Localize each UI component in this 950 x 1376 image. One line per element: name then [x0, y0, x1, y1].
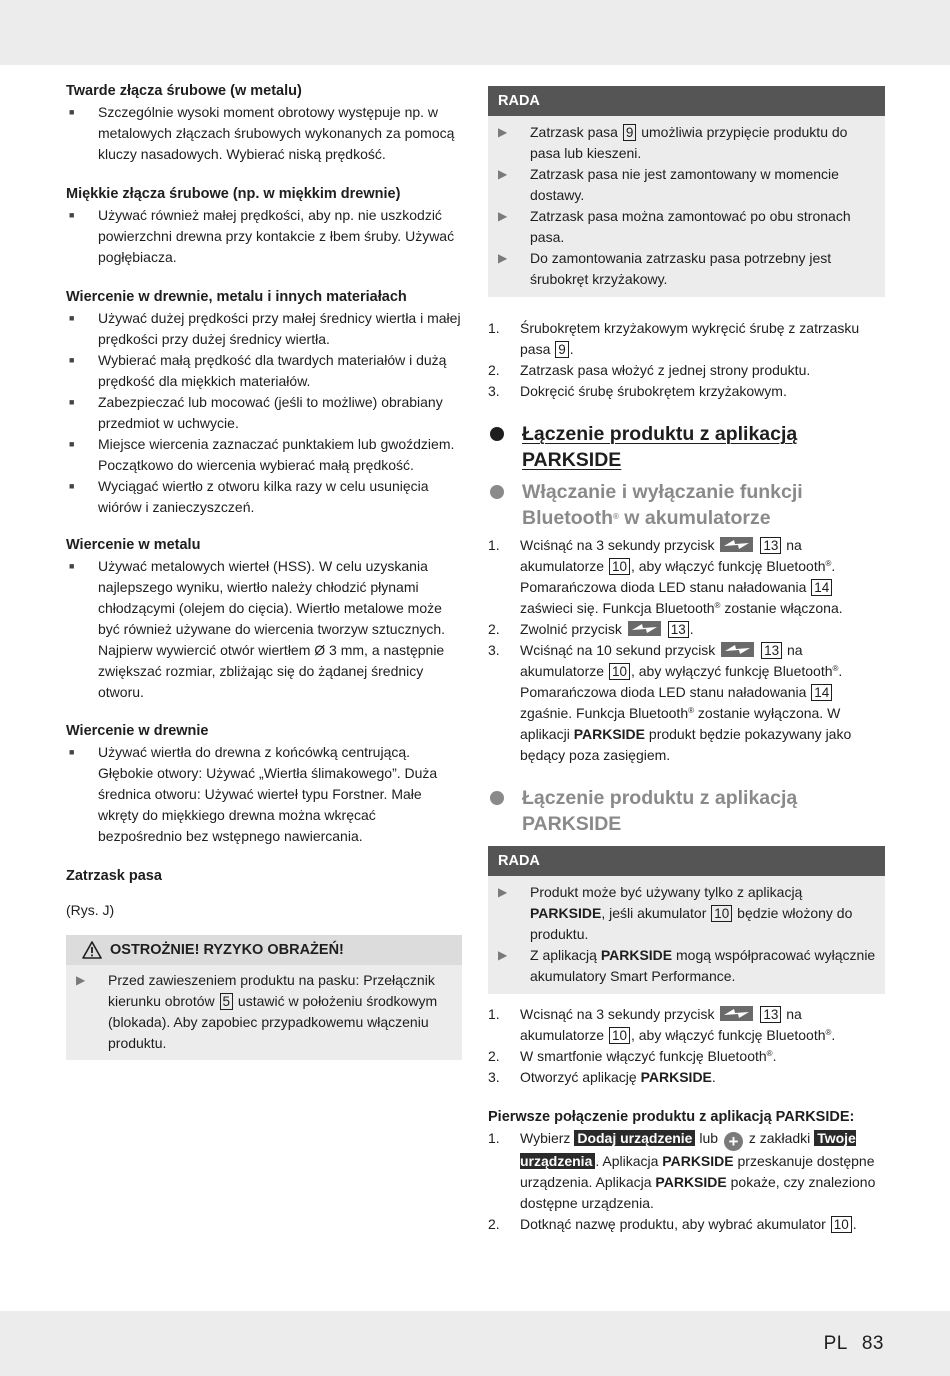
figure-ref: (Rys. J) — [66, 902, 115, 918]
section-title: Pierwsze połączenie produktu z aplikacją PARKSIDE: — [488, 1109, 855, 1125]
section-title: Wiercenie w metalu — [66, 537, 201, 553]
arrow-item: ▶ Produkt może być używany tylko z aplikacją PARKSIDE, jeśli akumulator 10 będzie włożony do produktu. — [498, 882, 877, 945]
tip-header: RADA — [488, 846, 885, 876]
section-title: Twarde złącza śrubowe (w metalu) — [66, 83, 302, 99]
list-item: 3. Dokręcić śrubę śrubokrętem krzyżakowym. — [488, 383, 787, 399]
bullet-item: ■ Zabezpieczać lub mocować (jeśli to możliwe) obrabiany przedmiot w uchwycie. — [66, 392, 462, 434]
bullet-square-icon: ■ — [69, 355, 75, 365]
list-item: 2. Zatrzask pasa włożyć z jednej strony produktu. — [488, 362, 811, 378]
tip-box-belt — [488, 86, 885, 297]
list-item: 1. Wciśnąć na 3 sekundy przycisk 13 na akumulatorze 10 , aby włączyć funkcję Bluetooth®. Pomarańczowa dioda LED stanu naładowania 14 zaświeci się. Funkcja Bluetooth® zostanie włączona. — [488, 537, 843, 616]
ref-number-box: 10 — [609, 1027, 630, 1044]
section-hard-screw — [66, 81, 462, 165]
list-item: 1. Wybierz Dodaj urządzenie lub + z zakładki Twoje urządzenia . Aplikacja PARKSIDE przeskanuje dostępne urządzenia. Aplikacja PARKSIDE pokaże, czy znaleziono dostępne urządzenia. — [488, 1130, 876, 1211]
bullet-item: ■ Używać wiertła do drewna z końcówką centrującą. Głębokie otwory: Używać „Wiertła ślimakowego”. Duża średnica otworu: Używać wierteł typu Forstner. Małe wkręty do miękkiego drewna można wkręcać bezpośrednio bez wstępnego nawiercania. — [66, 742, 462, 847]
arrow-item: ▶ Zatrzask pasa można zamontować po obu stronach pasa. — [498, 206, 877, 248]
bullet-square-icon: ■ — [69, 107, 75, 117]
add-device-label: Dodaj urządzenie — [574, 1130, 695, 1146]
section-belt-clip — [66, 866, 462, 921]
warning-body — [66, 965, 462, 1060]
list-item: 3. Wciśnąć na 10 sekund przycisk 13 na akumulatorze 10 , aby wyłączyć funkcję Bluetooth®. Pomarańczowa dioda LED stanu naładowania 14 zgaśnie. Funkcja Bluetooth® zostanie wyłączona. W aplikacji PARKSIDE produkt będzie pokazywany jako będący poza zasięgiem. — [488, 642, 852, 763]
section-metal — [66, 535, 462, 703]
heading-bluetooth: Włączanie i wyłączanie funkcji Bluetooth® w akumulatorze — [488, 479, 885, 531]
bottom-band — [0, 1311, 950, 1376]
bullet-square-icon: ■ — [69, 747, 75, 757]
arrow-right-icon: ▶ — [76, 973, 86, 987]
ref-number-box: 10 — [711, 905, 732, 922]
list-item: 1. Śrubokrętem krzyżakowym wykręcić śrubę z zatrzasku pasa 9 . — [488, 320, 860, 357]
warning-header — [66, 935, 462, 965]
ref-number-box: 14 — [811, 579, 832, 596]
ref-number-box: 10 — [609, 558, 630, 575]
arrow-item: ▶ Do zamontowania zatrzasku pasa potrzebny jest śrubokręt krzyżakowy. — [498, 248, 877, 290]
ref-number-box: 13 — [668, 621, 689, 638]
bullet-item: ■ Szczególnie wysoki moment obrotowy występuje np. w metalowych złączach śrubowych wykonanych za pomocą kluczy nasadowych. Wybierać niską prędkość. — [66, 102, 462, 165]
bullet-item: ■ Wyciągać wiertło z otworu kilka razy w celu usunięcia wiórów i zanieczyszczeń. — [66, 476, 462, 518]
arrow-right-icon: ▶ — [498, 885, 508, 899]
bullet-square-icon: ■ — [69, 481, 75, 491]
bullet-item: ■ Używać również małej prędkości, aby np. nie uszkodzić powierzchni drewna przy kontakcie z łbem śruby. Używać pogłębiacza. — [66, 205, 462, 268]
warning-box — [66, 935, 462, 1060]
bluetooth-button-icon — [628, 621, 661, 636]
bullet-square-icon: ■ — [69, 397, 75, 407]
page-lang: PL — [823, 1333, 848, 1354]
ref-number-box: 13 — [761, 642, 782, 659]
top-band — [0, 0, 950, 65]
arrow-item: ▶ Zatrzask pasa nie jest zamontowany w momencie dostawy. — [498, 164, 877, 206]
list-item: 3. Otworzyć aplikację PARKSIDE. — [488, 1069, 716, 1085]
page-num: 83 — [861, 1333, 884, 1354]
list-item: 1. Wcisnąć na 3 sekundy przycisk 13 na akumulatorze 10 , aby włączyć funkcję Bluetooth®. — [488, 1006, 836, 1043]
arrow-right-icon: ▶ — [498, 948, 508, 962]
steps-bluetooth — [488, 535, 885, 766]
warning-title: OSTROŻNIE! RYZYKO OBRAŻEŃ! — [110, 942, 344, 958]
steps-belt-clip — [488, 318, 885, 402]
bullet-item: ■ Używać dużej prędkości przy małej średnicy wiertła i małej prędkości przy dużej średnicy wiertła. — [66, 308, 462, 350]
ref-number-box: 5 — [220, 993, 234, 1010]
arrow-right-icon: ▶ — [498, 125, 508, 139]
tip-header: RADA — [488, 86, 885, 116]
warning-triangle-icon — [82, 941, 102, 959]
arrow-item: ▶ Przed zawieszeniem produktu na pasku: Przełącznik kierunku obrotów 5 ustawić w położeniu środkowym (blokada). Aby zapobiec przypadkowemu włączeniu produktu. — [76, 970, 454, 1054]
bluetooth-button-icon — [721, 642, 754, 657]
tip-body — [488, 876, 885, 994]
ref-number-box: 9 — [623, 124, 637, 141]
list-item: 2. Dotknąć nazwę produktu, aby wybrać akumulator 10 . — [488, 1216, 857, 1232]
bullet-square-icon: ■ — [69, 561, 75, 571]
heading-app-connect-2: Łączenie produktu z aplikacją PARKSIDE — [488, 785, 885, 837]
arrow-item: ▶ Z aplikacją PARKSIDE mogą współpracować wyłącznie akumulatory Smart Performance. — [498, 945, 877, 987]
list-item: 2. Zwolnić przycisk 13 . — [488, 621, 694, 637]
ref-number-box: 10 — [831, 1216, 852, 1233]
tip-body — [488, 116, 885, 297]
ref-number-box: 13 — [760, 537, 781, 554]
bluetooth-button-icon — [720, 1006, 753, 1021]
bullet-dot-icon — [490, 485, 504, 499]
bullet-item: ■ Wybierać małą prędkość dla twardych materiałów i dużą prędkość dla miękkich materiałów. — [66, 350, 462, 392]
arrow-right-icon: ▶ — [498, 251, 508, 265]
section-title: Wiercenie w drewnie, metalu i innych materiałach — [66, 289, 407, 305]
arrow-right-icon: ▶ — [498, 167, 508, 181]
your-devices-label: Twoje urządzenia — [520, 1130, 856, 1169]
bullet-item: ■ Miejsce wiercenia zaznaczać punktakiem lub gwoździem. Początkowo do wiercenia wybierać małą prędkość. — [66, 434, 462, 476]
bullet-square-icon: ■ — [69, 313, 75, 323]
bluetooth-button-icon — [720, 537, 753, 552]
bullet-dot-icon — [490, 427, 504, 441]
bullet-square-icon: ■ — [69, 210, 75, 220]
section-title: Miękkie złącza śrubowe (np. w miękkim drewnie) — [66, 186, 401, 202]
bullet-dot-icon — [490, 791, 504, 805]
section-title: Wiercenie w drewnie — [66, 723, 209, 739]
section-drilling-general — [66, 287, 462, 518]
bullet-item: ■ Używać metalowych wierteł (HSS). W celu uzyskania najlepszego wyniku, wiertło należy chłodzić płynami chłodzącymi (olejem do cięcia). Wiertło metalowe może być również używane do wiercenia tworzyw sztucznych. Najpierw wywiercić otwór wiertłem Ø 3 mm, a następnie zwiększać rozmiar, zbliżając się do żądanej średnicy otworu. — [66, 556, 462, 703]
list-item: 2. W smartfonie włączyć funkcję Bluetooth®. — [488, 1048, 777, 1064]
bullet-square-icon: ■ — [69, 439, 75, 449]
arrow-right-icon: ▶ — [498, 209, 508, 223]
section-soft-screw — [66, 184, 462, 268]
steps-app — [488, 1004, 885, 1088]
ref-number-box: 13 — [760, 1006, 781, 1023]
ref-number-box: 9 — [555, 341, 569, 358]
ref-number-box: 10 — [609, 663, 630, 680]
ref-number-box: 14 — [811, 684, 832, 701]
arrow-item: ▶ Zatrzask pasa 9 umożliwia przypięcie produktu do pasa lub kieszeni. — [498, 122, 877, 164]
page-number — [810, 1333, 884, 1354]
section-title: Zatrzask pasa — [66, 868, 162, 884]
heading-app-connect: Łączenie produktu z aplikacją PARKSIDE — [488, 421, 885, 473]
section-first-connection — [488, 1107, 885, 1235]
section-wood — [66, 721, 462, 847]
plus-icon: + — [724, 1132, 743, 1151]
tip-box-app — [488, 846, 885, 994]
